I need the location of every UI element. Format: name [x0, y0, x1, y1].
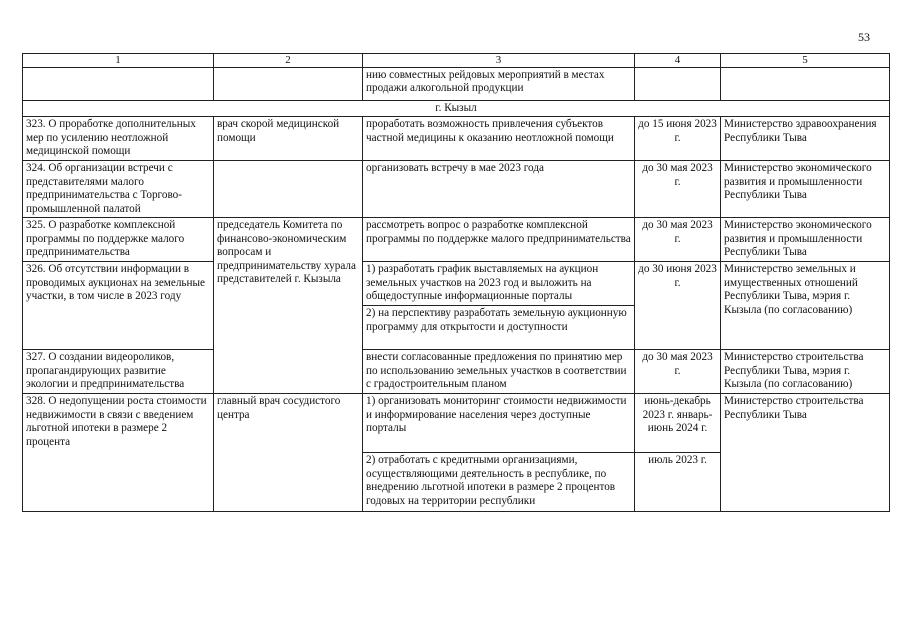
action-cell: внести согласованные предложения по принятию мер по использованию земельных участков в соответствии с градостроительным планом — [363, 350, 635, 394]
measures-table — [22, 53, 890, 512]
deadline-cell: июль 2023 г. — [635, 453, 721, 512]
column-number: 1 — [23, 54, 214, 68]
responsible-cell: Министерство строительства Республики Тыва — [721, 394, 890, 512]
responsible-cell: Министерство экономического развития и промышленности Республики Тыва — [721, 218, 890, 262]
continuation-row — [23, 68, 890, 101]
table-row — [23, 394, 890, 453]
deadline-cell: до 30 мая 2023 г. — [635, 350, 721, 394]
column-number-row — [23, 54, 890, 68]
responsible-cell: Министерство строительства Республики Тыва, мэрия г. Кызыла (по согласованию) — [721, 350, 890, 394]
action-cell: рассмотреть вопрос о разработке комплексной программы по поддержке малого предпринимательства — [363, 218, 635, 262]
speaker-cell: председатель Комитета по финансово-экономическим вопросам и предпринимательству хурала представителей г. Кызыла — [214, 218, 363, 394]
table-row — [23, 350, 890, 394]
column-number: 2 — [214, 54, 363, 68]
item-cell: 328. О недопущении роста стоимости недвижимости в связи с введением льготной ипотеки в размере 2 процента — [23, 394, 214, 512]
responsible-cell: Министерство здравоохранения Республики Тыва — [721, 117, 890, 161]
responsible-cell: Министерство земельных и имущественных отношений Республики Тыва, мэрия г. Кызыла (по согласованию) — [721, 262, 890, 350]
table-row — [23, 161, 890, 218]
column-number: 4 — [635, 54, 721, 68]
action-cell: организовать встречу в мае 2023 года — [363, 161, 635, 218]
page-number: 53 — [858, 30, 870, 44]
deadline-cell: до 30 июня 2023 г. — [635, 262, 721, 350]
action-cell: 1) организовать мониторинг стоимости недвижимости и информирование населения через доступные порталы — [363, 394, 635, 453]
responsible-cell: Министерство экономического развития и промышленности Республики Тыва — [721, 161, 890, 218]
column-number: 5 — [721, 54, 890, 68]
item-cell: 327. О создании видеороликов, пропагандирующих развитие экологии и предпринимательства — [23, 350, 214, 394]
item-cell: 326. Об отсутствии информации в проводимых аукционах на земельные участки, в том числе в 2023 году — [23, 262, 214, 350]
item-cell: 324. Об организации встречи с представителями малого предпринимательства с Торгово-промышленной палатой — [23, 161, 214, 218]
item-cell: 325. О разработке комплексной программы по поддержке малого предпринимательства — [23, 218, 214, 262]
deadline-cell: июнь-декабрь 2023 г. январь-июнь 2024 г. — [635, 394, 721, 453]
item-cell: 323. О проработке дополнительных мер по усилению неотложной медицинской помощи — [23, 117, 214, 161]
speaker-cell: врач скорой медицинской помощи — [214, 117, 363, 161]
city-heading: г. Кызыл — [23, 101, 890, 117]
table-row — [23, 117, 890, 161]
continuation-text: нию совместных рейдовых мероприятий в местах продажи алкогольной продукции — [363, 68, 635, 101]
column-number: 3 — [363, 54, 635, 68]
action-cell: проработать возможность привлечения субъектов частной медицины к оказанию неотложной помощи — [363, 117, 635, 161]
deadline-cell: до 15 июня 2023 г. — [635, 117, 721, 161]
city-section-row — [23, 101, 890, 117]
speaker-cell — [214, 161, 363, 218]
action-cell: 2) отработать с кредитными организациями, осуществляющими деятельность в республике, по внедрению льготной ипотеки в размере 2 процентов годовых на территории республики — [363, 453, 635, 512]
action-cell: 2) на перспективу разработать земельную аукционную программу для открытости и доступности — [363, 306, 635, 350]
action-cell: 1) разработать график выставляемых на аукцион земельных участков на 2023 год и выложить на общедоступные информационные порталы — [363, 262, 635, 306]
speaker-cell: главный врач сосудистого центра — [214, 394, 363, 512]
deadline-cell: до 30 мая 2023 г. — [635, 161, 721, 218]
table-row — [23, 262, 890, 306]
deadline-cell: до 30 мая 2023 г. — [635, 218, 721, 262]
table-row — [23, 218, 890, 262]
